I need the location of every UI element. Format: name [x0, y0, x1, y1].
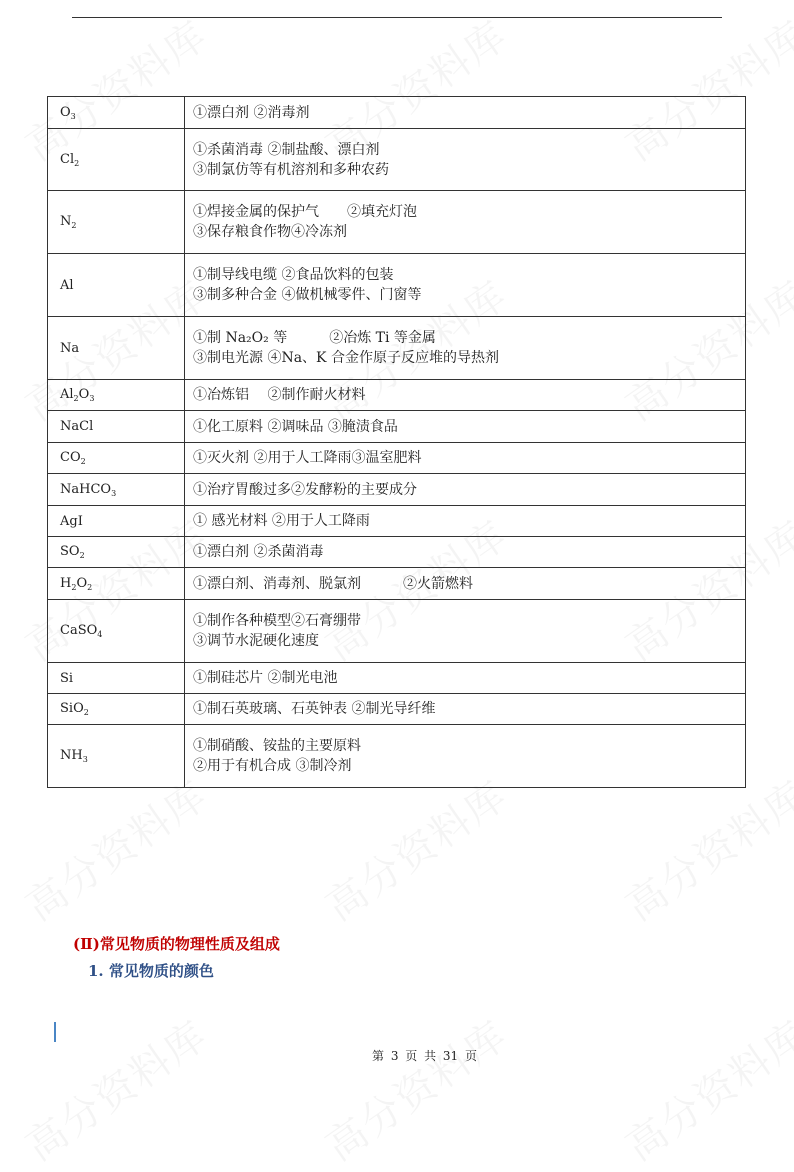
formula-cell: Si [48, 663, 185, 694]
uses-cell [185, 411, 746, 443]
substance-uses-table [47, 96, 746, 788]
uses-cell [185, 254, 746, 317]
use-line: ①制硝酸、铵盐的主要原料 [193, 738, 361, 754]
subsection-heading: 1. 常见物质的颜色 [88, 962, 214, 980]
use-line: ①制硅芯片 ②制光电池 [193, 670, 338, 686]
table-row [48, 600, 746, 663]
formula-cell: CaSO$_4$ [48, 600, 185, 663]
use-line: ①制导线电缆 ②食品饮料的包装 [193, 267, 394, 283]
table-row [48, 317, 746, 380]
page-number: 第 3 页 共 31 页 [372, 1049, 477, 1063]
use-line: ②用于有机合成 ③制冷剂 [193, 758, 352, 774]
uses-cell [185, 317, 746, 380]
uses-cell [185, 600, 746, 663]
use-line: ①制石英玻璃、石英钟表 ②制光导纤维 [193, 701, 436, 717]
table-row [48, 725, 746, 788]
table-row [48, 411, 746, 443]
uses-cell [185, 694, 746, 725]
formula-cell: $N_2$ [48, 191, 185, 254]
uses-cell [185, 191, 746, 254]
use-line: ③制氯仿等有机溶剂和多种农药 [193, 161, 389, 178]
formula-cell: SiO$_2$ [48, 694, 185, 725]
use-line: ③制电光源 ④Na、K 合金作原子反应堆的导热剂 [193, 350, 499, 366]
uses-cell [185, 663, 746, 694]
uses-cell [185, 537, 746, 568]
watermark [13, 765, 218, 932]
table-row [48, 568, 746, 600]
use-line: ①杀菌消毒 ②制盐酸、漂白剂 [193, 141, 380, 158]
formula-cell: Na [48, 317, 185, 380]
use-line: ①焊接金属的保护气 ②填充灯泡 [193, 204, 417, 220]
header-rule [72, 17, 722, 18]
use-line: ③保存粮食作物④冷冻剂 [193, 224, 347, 240]
table-row [48, 537, 746, 568]
watermark [313, 765, 518, 932]
watermark [13, 1005, 218, 1172]
formula-cell: Al [48, 254, 185, 317]
use-line: ③制多种合金 ④做机械零件、门窗等 [193, 287, 422, 303]
use-line: ①制作各种模型②石膏绷带 [193, 613, 361, 629]
table-row [48, 254, 746, 317]
table-row [48, 129, 746, 191]
watermark [613, 765, 794, 932]
watermark [313, 1005, 518, 1172]
text-cursor [54, 1022, 56, 1042]
uses-cell [185, 443, 746, 474]
use-line: ①冶炼铝 ②制作耐火材料 [193, 387, 366, 403]
section-heading: (Ⅱ)常见物质的物理性质及组成 [73, 935, 280, 953]
uses-cell [185, 568, 746, 600]
use-line: ①制 Na₂O₂ 等 ②冶炼 Ti 等金属 [193, 330, 436, 346]
use-line: ③调节水泥硬化速度 [193, 633, 319, 649]
use-line: ①漂白剂、消毒剂、脱氯剂 ②火箭燃料 [193, 575, 473, 592]
use-line: ①灭火剂 ②用于人工降雨③温室肥料 [193, 450, 422, 466]
formula-cell: $O_3$ [48, 97, 185, 129]
uses-cell [185, 506, 746, 537]
formula-cell: $SO_2$ [48, 537, 185, 568]
formula-cell: $H_2O_2$ [48, 568, 185, 600]
formula-cell: $CO_2$ [48, 443, 185, 474]
uses-cell [185, 725, 746, 788]
use-line: ①化工原料 ②调味品 ③腌渍食品 [193, 418, 398, 435]
watermark [613, 1005, 794, 1172]
table-row [48, 443, 746, 474]
formula-cell: NaCl [48, 411, 185, 443]
table-row [48, 694, 746, 725]
table-row [48, 474, 746, 506]
use-line: ①治疗胃酸过多②发酵粉的主要成分 [193, 481, 417, 498]
formula-cell: NaHCO$_3$ [48, 474, 185, 506]
table-row [48, 380, 746, 411]
use-line: ①漂白剂 ②消毒剂 [193, 104, 310, 121]
formula-cell: $Al_2O_3$ [48, 380, 185, 411]
table-row [48, 663, 746, 694]
formula-cell: AgI [48, 506, 185, 537]
formula-cell: $Cl_2$ [48, 129, 185, 191]
uses-cell [185, 380, 746, 411]
table-row [48, 97, 746, 129]
formula-cell: $NH_3$ [48, 725, 185, 788]
table-row [48, 506, 746, 537]
uses-cell [185, 97, 746, 129]
uses-cell [185, 129, 746, 191]
table-row [48, 191, 746, 254]
use-line: ① 感光材料 ②用于人工降雨 [193, 513, 370, 529]
use-line: ①漂白剂 ②杀菌消毒 [193, 544, 324, 560]
uses-cell [185, 474, 746, 506]
